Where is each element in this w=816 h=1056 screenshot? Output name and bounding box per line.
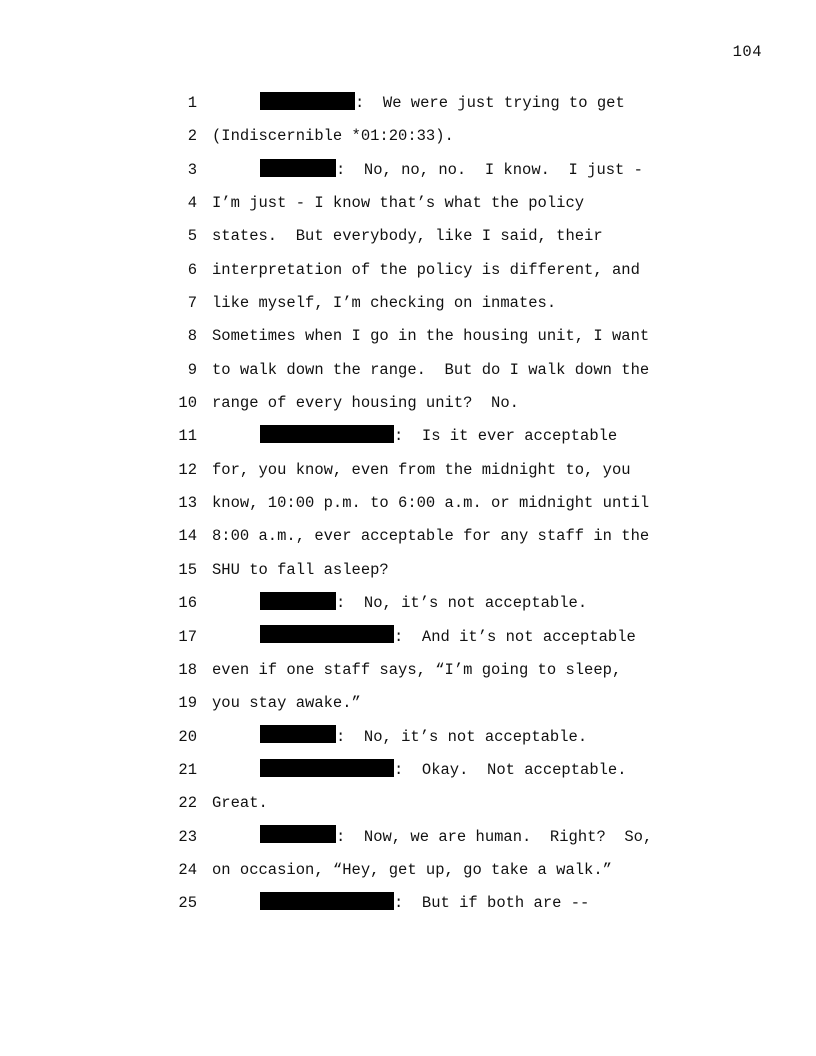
redacted-speaker-name (260, 592, 336, 610)
line-number: 6 (187, 260, 197, 279)
transcript-line (0, 621, 816, 654)
redacted-speaker-name (260, 625, 394, 643)
line-content: interpretation of the policy is different, and (212, 260, 640, 279)
line-number: 5 (187, 227, 197, 246)
line-number: 10 (178, 394, 197, 413)
transcript-line (0, 821, 816, 854)
transcript-line (0, 487, 816, 520)
transcript-line (0, 154, 816, 187)
line-number: 18 (178, 660, 197, 679)
line-text (260, 621, 636, 654)
line-number: 8 (187, 327, 197, 346)
line-content: to walk down the range. But do I walk down the (212, 360, 650, 379)
line-number: 23 (178, 827, 197, 846)
line-content: : Is it ever acceptable (394, 427, 618, 446)
transcript-line (0, 420, 816, 453)
line-content: : No, it’s not acceptable. (336, 727, 588, 746)
line-text (212, 854, 612, 887)
line-text (260, 587, 587, 620)
redacted-speaker-name (260, 92, 355, 110)
line-content: states. But everybody, like I said, their (212, 227, 603, 246)
redacted-speaker-name (260, 425, 394, 443)
line-text (212, 187, 584, 220)
transcript-line (0, 587, 816, 620)
line-text (212, 120, 454, 153)
transcript-line (0, 354, 816, 387)
line-number: 3 (187, 160, 197, 179)
line-text (212, 654, 621, 687)
transcript-line (0, 387, 816, 420)
transcript-line (0, 721, 816, 754)
transcript-line (0, 520, 816, 553)
transcript-line (0, 754, 816, 787)
transcript-line (0, 320, 816, 353)
transcript-line (0, 454, 816, 487)
line-text (260, 721, 587, 754)
transcript-line (0, 787, 816, 820)
line-content: range of every housing unit? No. (212, 394, 519, 413)
line-number: 22 (178, 794, 197, 813)
page-number: 104 (732, 43, 762, 61)
line-text (212, 220, 603, 253)
line-number: 21 (178, 760, 197, 779)
transcript-line (0, 654, 816, 687)
redacted-speaker-name (260, 725, 336, 743)
line-content: (Indiscernible *01:20:33). (212, 127, 454, 146)
line-number: 15 (178, 560, 197, 579)
line-number: 16 (178, 594, 197, 613)
line-content: : And it’s not acceptable (394, 627, 636, 646)
line-number: 2 (187, 127, 197, 146)
transcript-line (0, 687, 816, 720)
line-content: : Now, we are human. Right? So, (336, 827, 653, 846)
line-content: I’m just - I know that’s what the policy (212, 194, 585, 213)
line-text (212, 554, 389, 587)
line-content: on occasion, “Hey, get up, go take a walk.” (212, 860, 612, 879)
line-content: know, 10:00 p.m. to 6:00 a.m. or midnight until (212, 494, 650, 513)
line-content: Great. (212, 794, 268, 813)
line-text (260, 754, 627, 787)
line-number: 7 (187, 294, 197, 313)
line-text (212, 254, 640, 287)
line-text (260, 154, 643, 187)
transcript-body (0, 87, 816, 921)
line-number: 4 (187, 194, 197, 213)
line-text (212, 387, 519, 420)
line-text (260, 87, 625, 120)
transcript-line (0, 87, 816, 120)
line-content: SHU to fall asleep? (212, 560, 389, 579)
line-number: 24 (178, 860, 197, 879)
transcript-line (0, 887, 816, 920)
transcript-line (0, 120, 816, 153)
line-content: : No, it’s not acceptable. (336, 594, 588, 613)
line-number: 20 (178, 727, 197, 746)
line-text (212, 520, 649, 553)
line-content: : But if both are -- (394, 894, 590, 913)
line-number: 14 (178, 527, 197, 546)
line-content: you stay awake.” (212, 694, 361, 713)
line-number: 9 (187, 360, 197, 379)
transcript-line (0, 554, 816, 587)
line-number: 19 (178, 694, 197, 713)
line-content: 8:00 a.m., ever acceptable for any staff in the (212, 527, 650, 546)
line-content: like myself, I’m checking on inmates. (212, 294, 557, 313)
line-content: for, you know, even from the midnight to, you (212, 460, 631, 479)
line-content: : Okay. Not acceptable. (394, 760, 627, 779)
redacted-speaker-name (260, 892, 394, 910)
line-text (260, 420, 617, 453)
line-text (212, 287, 556, 320)
line-content: : No, no, no. I know. I just - (336, 160, 643, 179)
line-number: 12 (178, 460, 197, 479)
line-text (212, 354, 649, 387)
line-number: 13 (178, 494, 197, 513)
line-number: 1 (187, 94, 197, 112)
transcript-line (0, 854, 816, 887)
redacted-speaker-name (260, 825, 336, 843)
redacted-speaker-name (260, 159, 336, 177)
line-number: 25 (178, 894, 197, 913)
line-number: 17 (178, 627, 197, 646)
redacted-speaker-name (260, 759, 394, 777)
line-text (212, 787, 268, 820)
transcript-line (0, 254, 816, 287)
line-text (212, 687, 361, 720)
transcript-line (0, 187, 816, 220)
line-text (260, 887, 589, 920)
line-number: 11 (178, 427, 197, 446)
line-text (212, 487, 649, 520)
line-text (212, 320, 649, 353)
transcript-line (0, 220, 816, 253)
line-text (212, 454, 631, 487)
transcript-line (0, 287, 816, 320)
line-text (260, 821, 652, 854)
line-content: Sometimes when I go in the housing unit, I want (212, 327, 650, 346)
line-content: even if one staff says, “I’m going to sleep, (212, 660, 622, 679)
line-content: : We were just trying to get (355, 94, 625, 112)
